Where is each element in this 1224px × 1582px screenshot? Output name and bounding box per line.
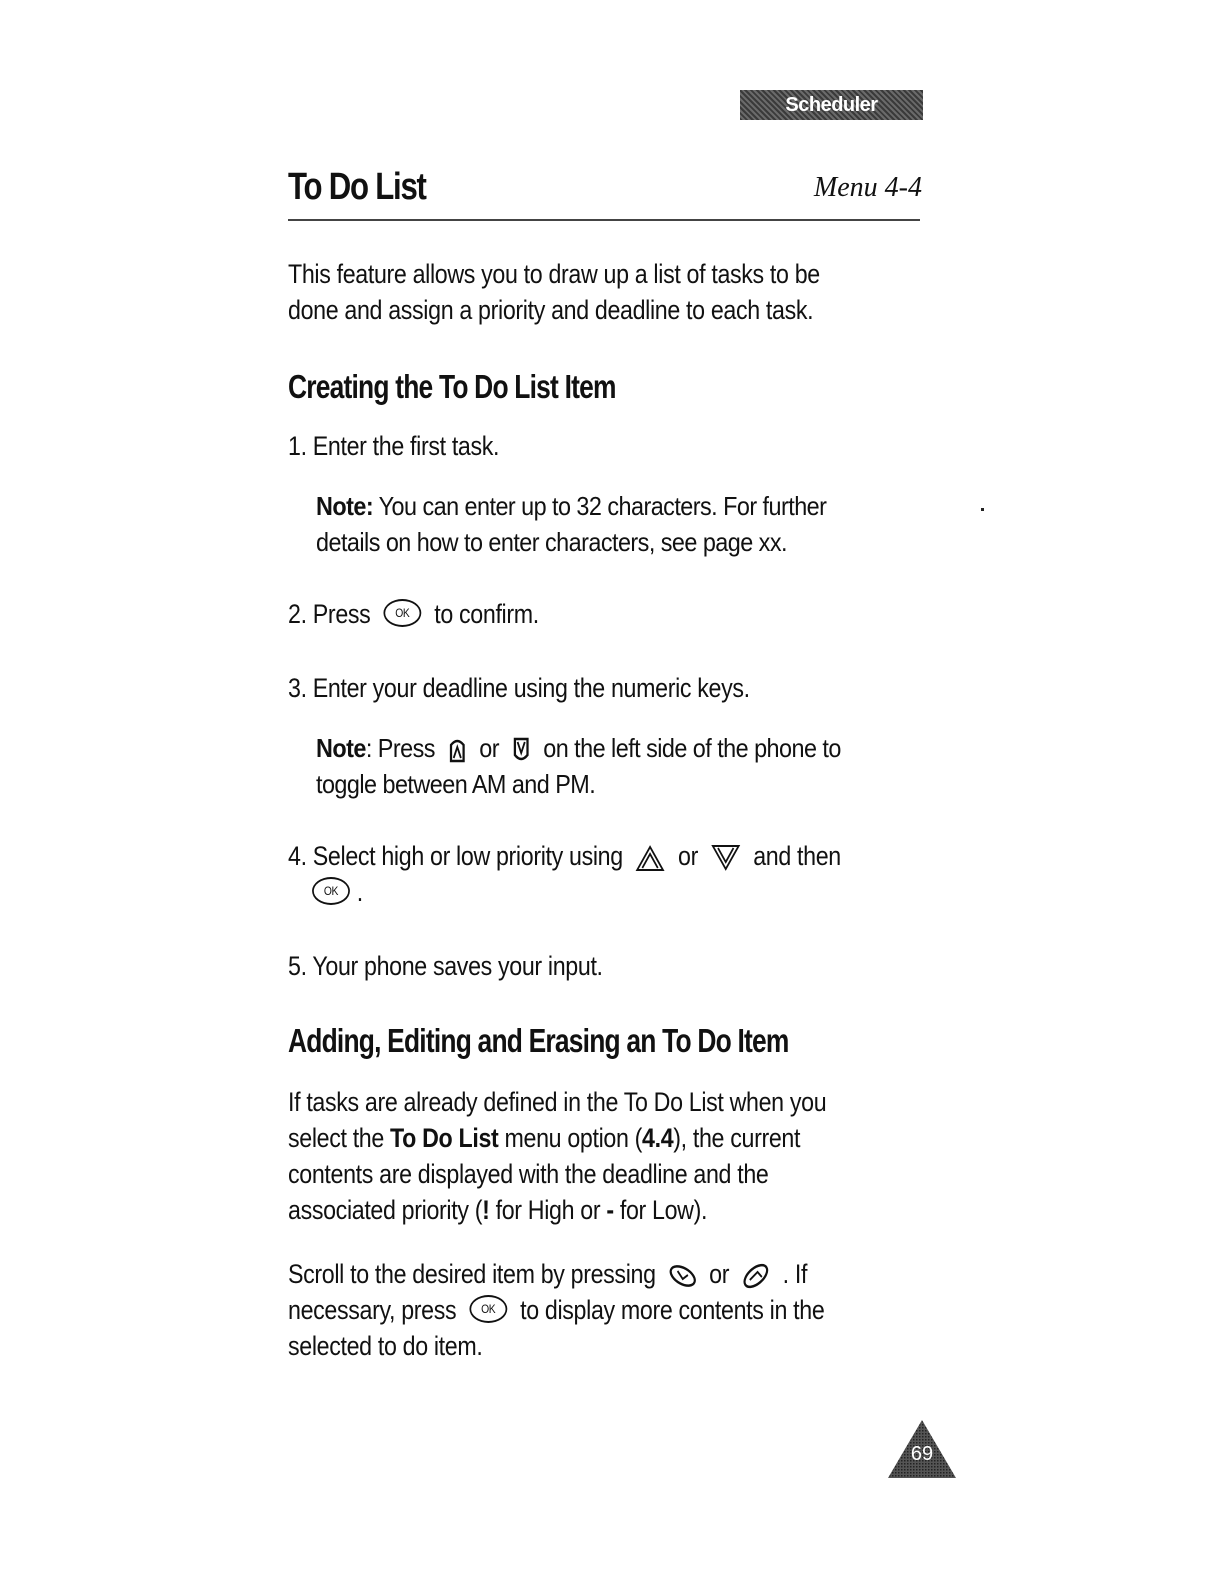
nav-up-icon <box>636 844 665 872</box>
text-run: menu option ( <box>498 1123 643 1153</box>
text-run: associated priority ( <box>288 1195 483 1225</box>
step-2 <box>288 596 539 632</box>
page-number: 69 <box>910 1443 934 1465</box>
step-4 <box>288 838 841 910</box>
menu-reference: Menu 4-4 <box>813 172 922 203</box>
side-volume-down-icon <box>512 737 530 763</box>
paragraph-line <box>288 1256 838 1292</box>
text-run: necessary, press <box>288 1295 457 1325</box>
page-title: To Do List <box>288 166 426 208</box>
step-3: 3. Enter your deadline using the numeric keys. <box>288 673 750 703</box>
paragraph-line: selected to do item. <box>288 1331 483 1361</box>
nav-down-icon <box>711 844 740 872</box>
paragraph-line <box>288 1192 838 1228</box>
creating-heading: Creating the To Do List Item <box>288 368 616 405</box>
intro-paragraph <box>288 256 838 328</box>
scroll-paragraph <box>288 1256 838 1364</box>
menu-name: To Do List <box>390 1123 499 1153</box>
step-text: . <box>356 877 363 907</box>
note-text: : Press <box>365 733 435 763</box>
text-run: for High or <box>489 1195 607 1225</box>
text-run: Scroll to the desired item by pressing <box>288 1259 656 1289</box>
text-run: for Low). <box>613 1195 708 1225</box>
note-text: or <box>479 733 499 763</box>
ok-key-icon: OK <box>469 1295 507 1323</box>
section-tab: Scheduler <box>740 90 923 120</box>
step-5: 5. Your phone saves your input. <box>288 951 603 981</box>
step-1: 1. Enter the first task. <box>288 431 500 461</box>
note-text: details on how to enter characters, see page xx. <box>316 527 787 557</box>
adding-heading: Adding, Editing and Erasing an To Do Item <box>288 1022 789 1059</box>
scroll-up-key-icon <box>740 1263 771 1289</box>
ok-key-icon: OK <box>383 599 421 627</box>
step-text: 2. Press <box>288 599 371 629</box>
intro-line: done and assign a priority and deadline to each task. <box>288 295 814 325</box>
text-run: . If <box>782 1259 808 1289</box>
paragraph-line <box>288 1120 838 1156</box>
side-volume-up-icon <box>448 737 466 763</box>
ok-key-icon: OK <box>312 877 350 905</box>
text-run: to display more contents in the <box>520 1295 825 1325</box>
note-am-pm <box>316 730 841 802</box>
adding-paragraph <box>288 1084 838 1228</box>
note-text: You can enter up to 32 characters. For further <box>378 491 827 521</box>
low-priority-symbol: - <box>606 1195 614 1225</box>
note-label: Note: <box>316 491 374 521</box>
text-run: or <box>709 1259 730 1289</box>
note-characters <box>316 488 826 560</box>
note-text: on the left side of the phone to <box>543 733 841 763</box>
step-text: to confirm. <box>434 599 539 629</box>
intro-line: This feature allows you to draw up a list of tasks to be <box>288 259 820 289</box>
paragraph-line: contents are displayed with the deadline and the <box>288 1159 769 1189</box>
note-text: toggle between AM and PM. <box>316 769 596 799</box>
high-priority-symbol: ! <box>482 1195 490 1225</box>
menu-number: 4.4 <box>642 1123 674 1153</box>
paragraph-line: If tasks are already defined in the To Do List when you <box>288 1087 827 1117</box>
step-text: 4. Select high or low priority using <box>288 841 623 871</box>
step-text: or <box>678 841 698 871</box>
scroll-down-key-icon <box>667 1263 698 1289</box>
text-run: select the <box>288 1123 391 1153</box>
text-run: ), the current <box>673 1123 801 1153</box>
step-text: and then <box>753 841 841 871</box>
note-label: Note <box>316 733 366 763</box>
title-rule <box>288 219 920 221</box>
paragraph-line <box>288 1292 838 1328</box>
stray-mark <box>981 508 984 511</box>
